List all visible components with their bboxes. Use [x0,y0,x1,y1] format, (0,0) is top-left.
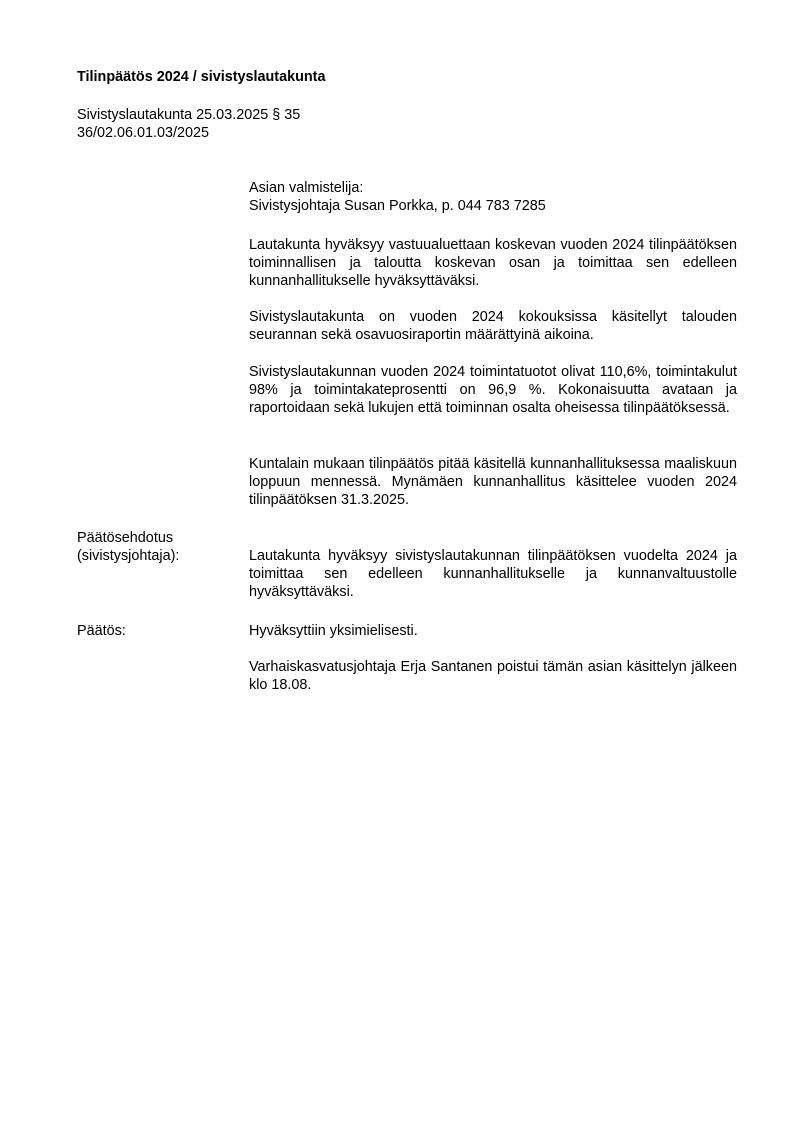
meeting-line: Sivistyslautakunta 25.03.2025 § 35 [77,107,301,123]
document-title: Tilinpäätös 2024 / sivistyslautakunta [77,69,326,85]
proposal-label-line1: Päätösehdotus [77,530,174,546]
paragraph-law: Kuntalain mukaan tilinpäätös pitää käsitellä kunnanhallituksessa maaliskuun loppuun mennessä. Mynämäen kunnanhallitus käsittelee vuoden 2024 tilinpäätöksen 31.3.2025. [249,456,737,508]
paragraph-monitoring: Sivistyslautakunta on vuoden 2024 kokouksissa käsitellyt talouden seurannan sekä osavuosiraportin määrättyinä aikoina. [249,309,737,343]
decision-text: Hyväksyttiin yksimielisesti. [249,623,418,639]
preparer-label: Asian valmistelija: [249,180,364,196]
paragraph-figures: Sivistyslautakunnan vuoden 2024 toimintatuotot olivat 110,6%, toimintakulut 98% ja toimintakateprosentti on 96,9 %. Kokonaisuutta avataan ja raportoidaan sekä lukujen että toiminnan osalta oheisessa tilinpäätöksessä. [249,364,737,416]
note-text: Varhaiskasvatusjohtaja Erja Santanen poistui tämän asian käsittelyn jälkeen klo 18.08. [249,659,737,693]
proposal-text: Lautakunta hyväksyy sivistyslautakunnan tilinpäätöksen vuodelta 2024 ja toimittaa sen edelleen kunnanhallitukselle ja kunnanvaltuustolle hyväksyttäväksi. [249,548,737,600]
proposal-label-line2: (sivistysjohtaja): [77,548,180,564]
preparer-name: Sivistysjohtaja Susan Porkka, p. 044 783 7285 [249,198,546,214]
record-number: 36/02.06.01.03/2025 [77,125,210,141]
paragraph-approval: Lautakunta hyväksyy vastuualuettaan koskevan vuoden 2024 tilinpäätöksen toiminnallisen ja taloutta koskevan osan ja toimittaa sen edelleen kunnanhallitukselle hyväksyttäväksi. [249,237,737,289]
proposal-label [77,529,247,565]
meeting-reference [77,106,300,142]
preparer-block [249,179,737,215]
decision-label: Päätös: [77,623,126,639]
